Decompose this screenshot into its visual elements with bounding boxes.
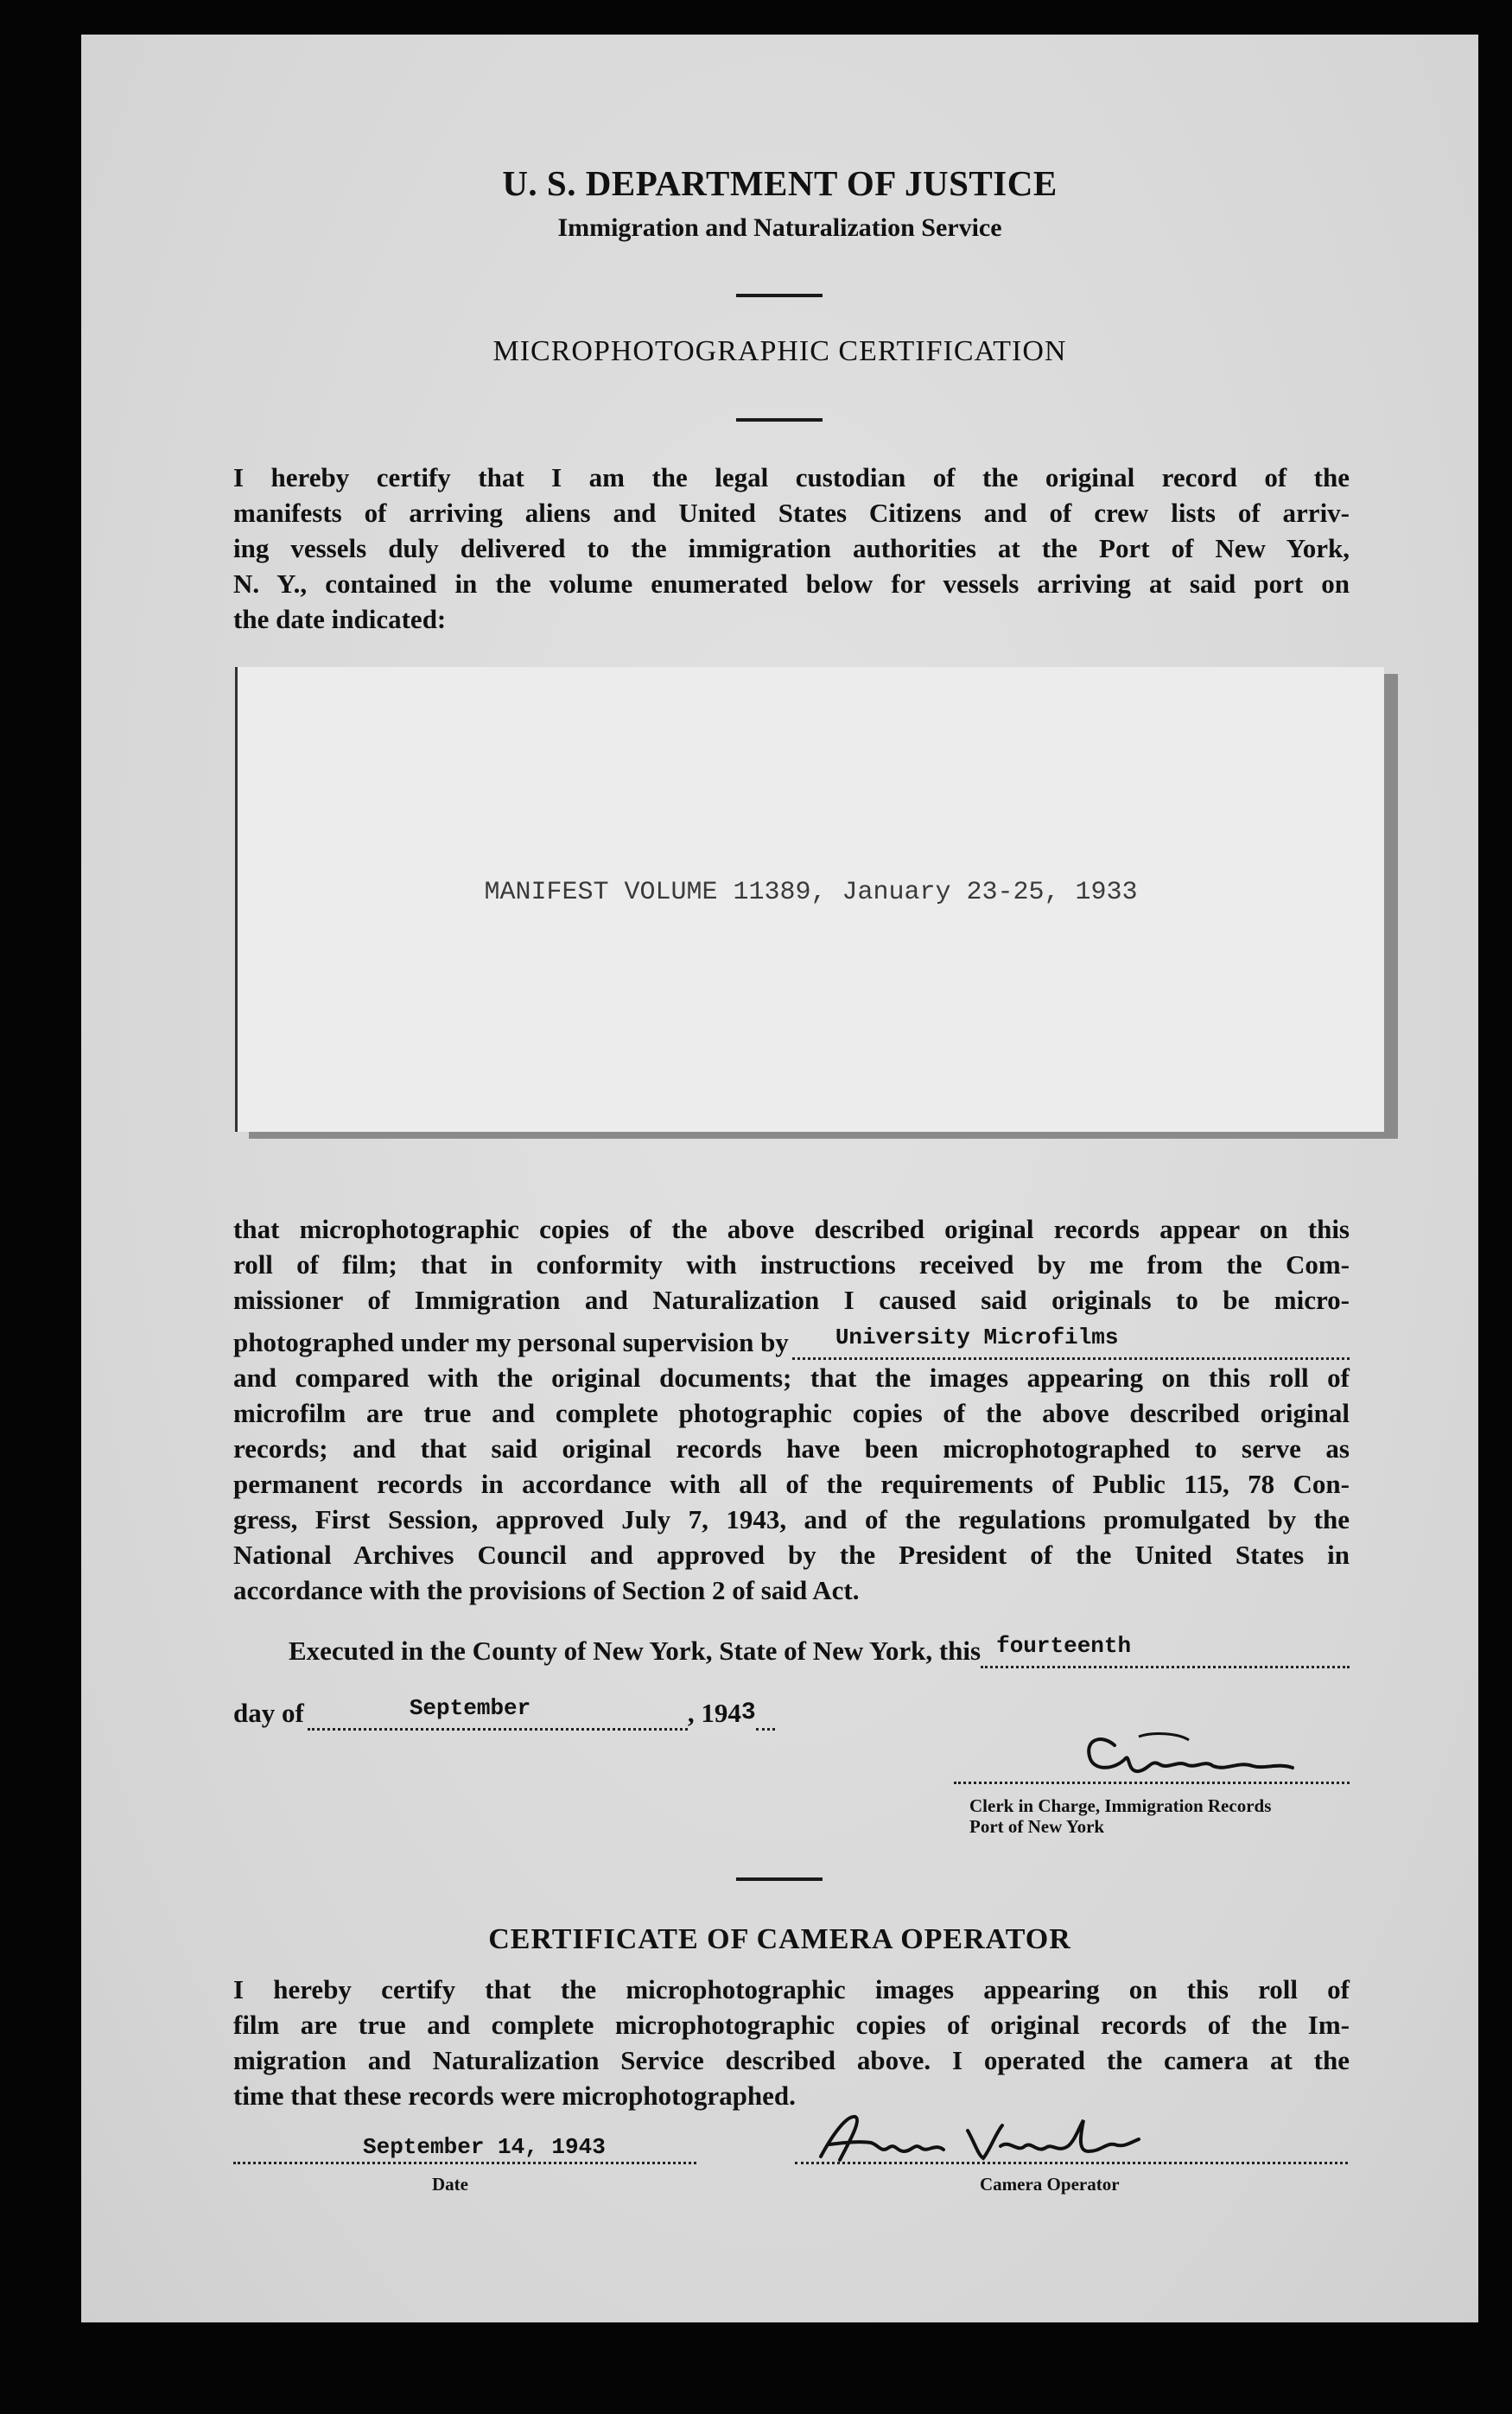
camera-operator-label: Camera Operator [980, 2174, 1120, 2195]
text-line: National Archives Council and approved by the President of the United States in [233, 1540, 1350, 1570]
text-line: and compared with the original documents; that the images appearing on this roll of [233, 1363, 1350, 1393]
photographed-by-field [792, 1325, 1350, 1360]
text-line: I hereby certify that the microphotographic images appearing on this roll of [233, 1974, 1350, 2004]
executed-label: Executed in the County of New York, State of New York, this [289, 1636, 982, 1666]
volume-card [235, 667, 1384, 1132]
executed-row [289, 1633, 1350, 1668]
text-line: microfilm are true and complete photographic copies of the above described original [233, 1398, 1350, 1428]
service-subheading: Immigration and Naturalization Service [557, 213, 1002, 242]
clerk-signature-icon [954, 1721, 1351, 1787]
text-line: missioner of Immigration and Naturalization I caused said originals to be micro- [233, 1285, 1350, 1315]
photographed-by-label: photographed under my personal supervision by [233, 1327, 789, 1357]
text-line: records; and that said original records have been microphotographed to serve as [233, 1433, 1350, 1464]
month-value: September [409, 1695, 531, 1721]
divider [736, 418, 823, 422]
clerk-title-line: Port of New York [969, 1816, 1105, 1837]
certification-title: MICROPHOTOGRAPHIC CERTIFICATION [492, 335, 1067, 367]
divider [736, 1877, 823, 1881]
day-of-label: day of [233, 1698, 304, 1728]
operator-signature [798, 2108, 1170, 2169]
operator-signature-icon [798, 2108, 1170, 2169]
text-line: migration and Naturalization Service described above. I operated the camera at the [233, 2045, 1350, 2075]
text-line: gress, First Session, approved July 7, 1943, and of the regulations promulgated by the [233, 1504, 1350, 1534]
year-digit: 3 [740, 1699, 756, 1726]
body-paragraph [233, 1211, 1350, 1608]
certificate-page [81, 35, 1478, 2322]
camera-title: CERTIFICATE OF CAMERA OPERATOR [488, 1923, 1071, 1955]
executed-day-value: fourteenth [996, 1633, 1132, 1659]
camera-paragraph [233, 1972, 1350, 2113]
year-field-trail [756, 1702, 775, 1731]
text-line: that microphotographic copies of the above described original records appear on this [233, 1214, 1350, 1244]
text-line: N. Y., contained in the volume enumerated below for vessels arriving at said port on [233, 569, 1350, 599]
month-field [308, 1695, 688, 1731]
clerk-title-line: Clerk in Charge, Immigration Records [969, 1795, 1272, 1816]
text-line: permanent records in accordance with all of the requirements of Public 115, 78 Con- [233, 1469, 1350, 1499]
date-row [233, 1695, 924, 1731]
text-line: film are true and complete microphotographic copies of original records of the Im- [233, 2010, 1350, 2040]
text-line: manifests of arriving aliens and United States Citizens and of crew lists of arriv- [233, 498, 1350, 528]
camera-date-value: September 14, 1943 [363, 2134, 606, 2160]
intro-paragraph [233, 460, 1350, 637]
camera-date-field [233, 2136, 696, 2164]
photographed-by-row [233, 1325, 1350, 1360]
year-prefix: , 194 [687, 1698, 741, 1728]
camera-date-label: Date [432, 2174, 468, 2195]
clerk-title [969, 1795, 1271, 1837]
manifest-volume: MANIFEST VOLUME 11389, January 23-25, 1933 [484, 878, 1138, 907]
text-line: roll of film; that in conformity with instructions received by me from the Com- [233, 1249, 1350, 1280]
operator-signature-line [795, 2162, 1348, 2164]
department-heading: U. S. DEPARTMENT OF JUSTICE [502, 163, 1058, 203]
text-line: ing vessels duly delivered to the immigration authorities at the Port of New York, [233, 533, 1350, 563]
executed-day-field [981, 1633, 1350, 1668]
divider [736, 294, 823, 297]
text-line: accordance with the provisions of Section 2 of said Act. [233, 1575, 860, 1605]
clerk-signature [954, 1721, 1351, 1787]
clerk-signature-line [954, 1782, 1350, 1784]
photographed-by-value: University Microfilms [835, 1325, 1119, 1350]
text-line: the date indicated: [233, 604, 447, 634]
text-line: time that these records were microphotographed. [233, 2080, 796, 2111]
text-line: I hereby certify that I am the legal custodian of the original record of the [233, 462, 1350, 492]
